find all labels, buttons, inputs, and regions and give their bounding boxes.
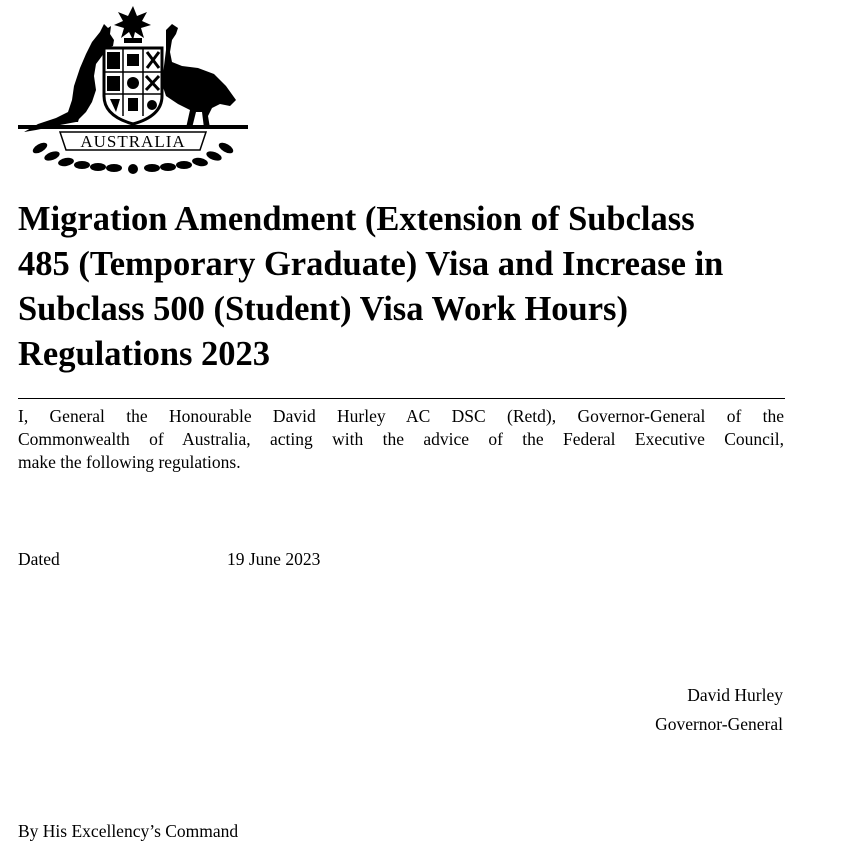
preamble-line-2: Commonwealth of Australia, acting with the advice of the Federal Executive Council, [18,429,784,449]
signatory-name: David Hurley [687,685,783,705]
regulation-title [18,197,838,377]
dated-value: 19 June 2023 [227,549,321,569]
emu-figure [162,24,236,128]
crest-label: AUSTRALIA [80,132,186,151]
preamble-paragraph [18,405,784,474]
title-line-2: 485 (Temporary Graduate) Visa and Increase in [18,245,724,283]
title-line-3: Subclass 500 (Student) Visa Work Hours) [18,290,628,328]
coat-of-arms-emblem [16,4,250,176]
shield-icon [104,48,162,124]
preamble-line-3: make the following regulations. [18,452,241,472]
title-line-1: Migration Amendment (Extension of Subclass [18,200,695,238]
title-line-4: Regulations 2023 [18,335,271,373]
signature-block [655,681,783,739]
command-line: By His Excellency’s Command [18,821,239,841]
title-divider [18,398,785,399]
preamble-line-1: I, General the Honourable David Hurley AC DSC (Retd), Governor-General of the [18,406,784,426]
dated-label: Dated [18,549,60,569]
star-icon [114,6,151,43]
signatory-title: Governor-General [655,714,783,734]
